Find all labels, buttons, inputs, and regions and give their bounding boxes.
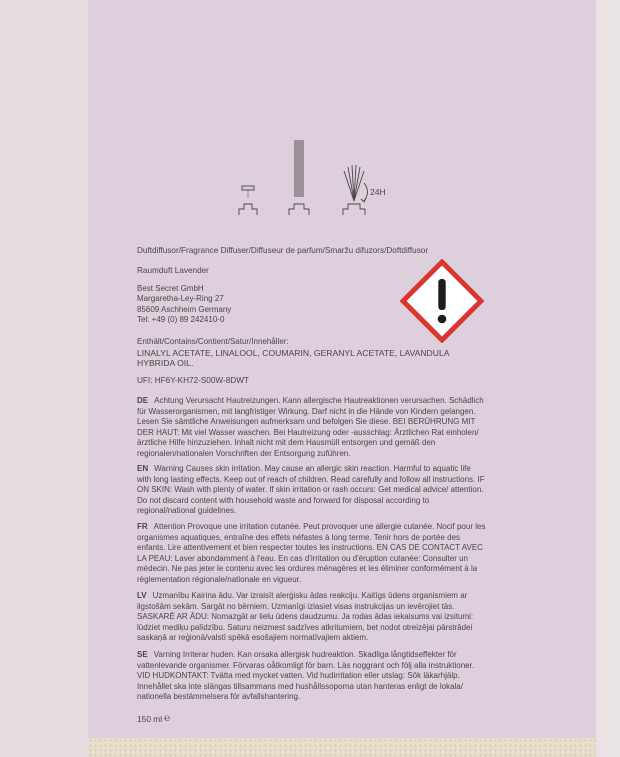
volume-label bbox=[137, 714, 170, 725]
warning-se bbox=[137, 650, 487, 703]
left-background bbox=[0, 0, 88, 757]
warning-lv bbox=[137, 591, 487, 644]
manufacturer-address bbox=[137, 284, 231, 326]
warning-de bbox=[137, 396, 487, 460]
volume-amount: 150 ml bbox=[137, 714, 163, 724]
bottle-open-icon bbox=[239, 186, 257, 215]
estimated-sign-icon: ℮ bbox=[164, 713, 171, 725]
warning-text: Varning Irriterar huden. Kan orsaka allergisk hudreaktion. Skadliga långtidseffekter för vattenlevande organismer. Förvaras oåtkomligt för barn. Läs noggrant och följ alla instruktioner. VID HUDKONTAKT: Tvätta med mycket vatten. Vid hudirritation eller utslag: Sök läkarhjälp. Innehållet ska inte slängas tillsammans med hushållssoporna utan hanteras enligt de lokala/ nationella bestämmelsera för avfallshantering. bbox=[137, 650, 475, 702]
ingredients-heading: Enthält/Contains/Contient/Satur/Innehåller: bbox=[137, 337, 289, 346]
ufi-code: UFI: HF6Y-KH72-S00W-8DWT bbox=[137, 376, 249, 385]
language-code: DE bbox=[137, 396, 149, 405]
speckled-base-strip bbox=[88, 738, 596, 757]
right-background bbox=[596, 0, 620, 757]
address-line: Best Secret GmbH bbox=[137, 284, 204, 293]
address-line: Margaretha-Ley-Ring 27 bbox=[137, 294, 224, 304]
language-code: SE bbox=[137, 650, 148, 659]
exclamation-mark-icon bbox=[400, 259, 484, 343]
address-line: Tel: +49 (0) 89 242410-0 bbox=[137, 315, 225, 325]
language-code: FR bbox=[137, 522, 148, 531]
ghs-hazard-pictogram bbox=[400, 259, 484, 343]
ingredients-block bbox=[137, 337, 477, 369]
diffuser-sticks-icon bbox=[343, 165, 365, 215]
language-code: LV bbox=[137, 591, 147, 600]
usage-instructions-icons bbox=[236, 135, 396, 225]
warning-text: Warning Causes skin irritation. May cause an allergic skin reaction. Harmful to aquatic life with long lasting effects. Keep out of reach of children. Read carefully and follow all instructions. IF ON SKIN: Wash with plenty of water. If skin irritation or rash occurs: Get medical advice/ attention. Do not discard content with household waste and forward for disposal according to regional/national guidelines. bbox=[137, 464, 485, 516]
warning-text: Uzmanību Kairina ādu. Var izraisīt alerģisku ādas reakciju. Kaitīgs ūdens organismiem ar ilgstošām sekām. Sargāt no bērniem. Uzmanīgi izlasiet visas instrukcijas un ievērojiet tās. SASKARĒ AR ĀDU: Nomazgāt ar lielu ūdens daudzumu. Ja rodas ādas iekaisums vai izsitumi: lūdziet mediķu palīdzību. Saturu neizmest sadzīves atkritumiem, bet nodot otreizējai pārstrādei saskaņā ar reģionā/valstī spēkā esošajiem normatīvajiem aktiem. bbox=[137, 591, 474, 643]
product-title-line: Duftdiffusor/Fragrance Diffuser/Diffuseur de parfum/Smaržu difuzors/Doftdiffusor bbox=[137, 246, 429, 255]
warning-text: Achtung Verursacht Hautreizungen. Kann allergische Hautreaktionen verursachen. Schädlich für Wasserorganismen, mit langfristiger Wirkung. Darf nicht in die Hände von Kindern gelangen. Lesen Sie sämtliche Anweisungen aufmerksam und befolgen Sie diese. BEI BERÜHRUNG MIT DER HAUT: Mit viel Wasser waschen. Bei Hautreizung oder -ausschlag: Ärztlichen Rat einholen/ärztliche Hilfe hinzuziehen. Inhalt nicht mit dem Hausmüll entsorgen und gemäß den regionalen/nationalen Vorschriften der Entsorgung zuführen. bbox=[137, 396, 484, 458]
language-code: EN bbox=[137, 464, 149, 473]
arrow-head-icon bbox=[361, 198, 366, 202]
warning-fr bbox=[137, 522, 487, 586]
address-line: 85609 Aschheim Germany bbox=[137, 304, 232, 314]
product-name: Raumduft Lavender bbox=[137, 266, 209, 275]
warning-en bbox=[137, 464, 487, 517]
warning-text: Attention Provoque une irritation cutanée. Peut provoquer une allergie cutanée. Nocif pour les organismes aquatiques, entraîne des effets néfastes à long terme. Tenir hors de portée des enfants. Lire attentivement et bien respecter toutes les instructions. EN CAS DE CONTACT AVEC LA PEAU: Laver abondamment à l'eau. En cas d'irritation ou d'éruption cutanée: Consulter un médecin. Ne pas jeter le contenu avec les ordures ménagères et les éliminer conformément à la règlementation régionale/nationale en vigueur. bbox=[137, 522, 486, 584]
insert-sticks-icon bbox=[289, 140, 309, 215]
ingredients-list: LINALYL ACETATE, LINALOOL, COUMARIN, GERANYL ACETATE, LAVANDULA HYBRIDA OIL. bbox=[137, 347, 450, 369]
usage-diagram bbox=[236, 135, 396, 225]
duration-label: 24H bbox=[370, 187, 386, 197]
